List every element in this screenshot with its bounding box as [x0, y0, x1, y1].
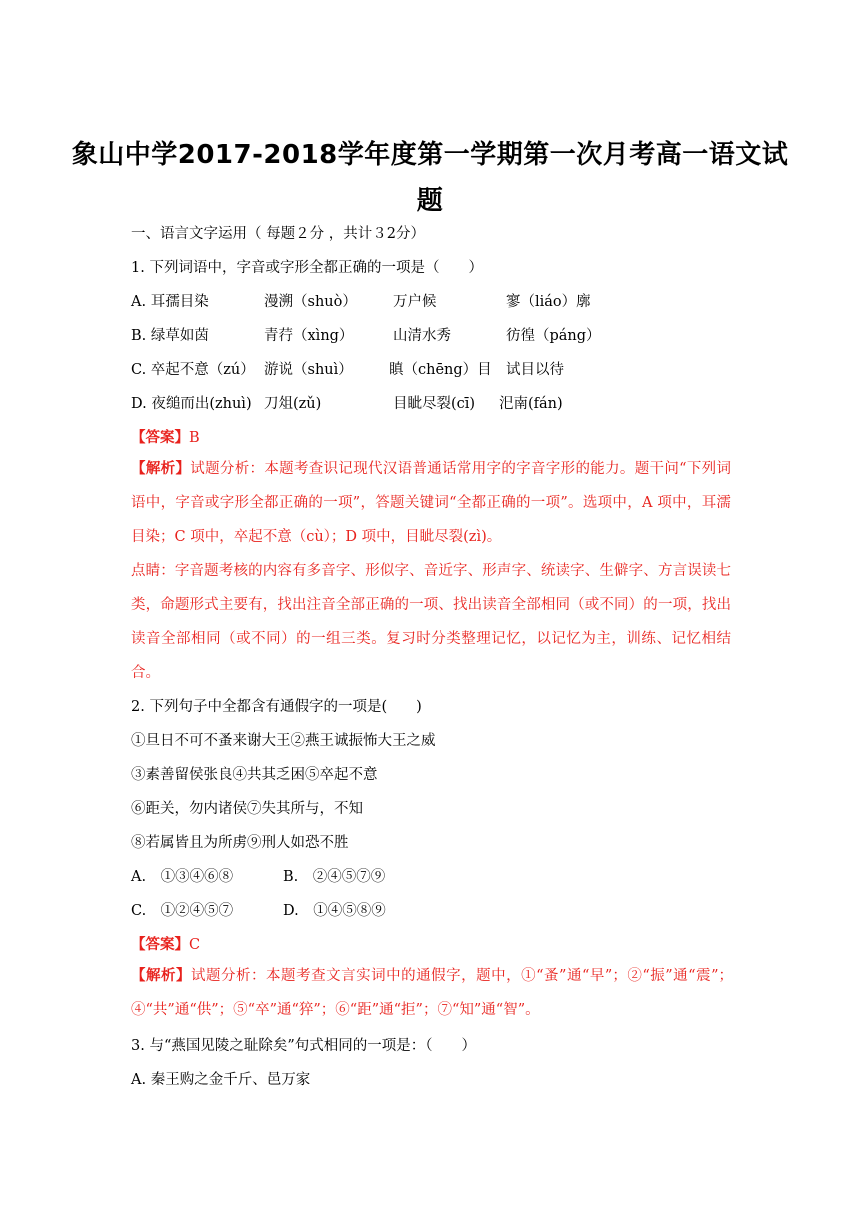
option-term: 汜南(fán) — [499, 396, 563, 412]
analysis-text: 试题分析：本题考查文言实词中的通假字，题中，①“蚤”通“早”；②“振”通“震”；④“共”通“供”；⑤“卒”通“猝”；⑥“距”通“拒”；⑦“知”通“智”。 — [131, 968, 734, 1018]
page-title: 象山中学2017-2018学年度第一学期第一次月考高一语文试 — [71, 140, 789, 170]
analysis-text: 试题分析：本题考查识记现代汉语普通话常用字的字音字形的能力。题干问“下列词语中，字音或字形全都正确的一项”，答题关键词“全都正确的一项”。选项中，A 项中，耳濡目染；C 项中，卒起不意（cù）；D 项中，目眦尽裂(zì)。 — [131, 461, 731, 545]
option-choice: C. ①②④⑤⑦ — [131, 903, 234, 919]
question-2-sentence-line: ③素善留侯张良④共其乏困⑤卒起不意 — [131, 767, 378, 783]
option-term: A. 耳孺目染 — [131, 294, 209, 310]
question-1-stem: 1. 下列词语中，字音或字形全都正确的一项是（ ） — [131, 260, 483, 276]
option-term: 刀俎(zǔ) — [264, 396, 322, 412]
option-term: 目眦尽裂(cī) — [393, 396, 476, 412]
question-3-stem: 3. 与“燕国见陵之耻除矣”句式相同的一项是：（ ） — [131, 1038, 477, 1054]
option-choice: A. ①③④⑥⑧ — [131, 869, 234, 885]
question-2-analysis — [131, 959, 733, 1027]
question-2-stem: 2. 下列句子中全都含有通假字的一项是( ) — [131, 699, 422, 715]
question-2-answer — [131, 935, 200, 955]
option-term: 游说（shuì） — [264, 362, 353, 378]
option-term: 寥（liáo）廓 — [506, 294, 591, 310]
answer-label: 【答案】 — [131, 936, 189, 953]
answer-value: B — [189, 430, 200, 446]
analysis-label: 【解析】 — [131, 460, 191, 477]
option-term: C. 卒起不意（zú） — [131, 362, 255, 378]
question-2-sentence-line: ⑧若属皆且为所虏⑨刑人如恐不胜 — [131, 835, 349, 851]
question-1-analysis — [131, 452, 731, 554]
option-term: 瞋（chēng）目 — [389, 362, 492, 378]
option-choice: B. ②④⑤⑦⑨ — [283, 869, 386, 885]
answer-value: C — [189, 937, 201, 953]
option-term: 试目以待 — [506, 362, 564, 378]
page-title-continued: 题 — [416, 186, 444, 216]
option-term: 彷徨（páng） — [506, 328, 601, 344]
question-2-sentence-line: ①旦日不可不蚤来谢大王②燕王诚振怖大王之威 — [131, 733, 436, 749]
question-2-sentence-line: ⑥距关，勿内诸侯⑦失其所与，不知 — [131, 801, 363, 817]
option-term: B. 绿草如茵 — [131, 328, 209, 344]
option-term: 青荇（xìng） — [264, 328, 354, 344]
option-term: 万户候 — [393, 294, 437, 310]
question-1-tip: 点睛：字音题考核的内容有多音字、形似字、音近字、形声字、统读字、生僻字、方言误读七类，命题形式主要有，找出注音全部正确的一项、找出读音全部相同（或不同）的一项，找出读音全部相同（或不同）的一组三类。复习时分类整理记忆，以记忆为主，训练、记忆相结合。 — [131, 563, 731, 681]
question-3-option-a: A. 秦王购之金千斤、邑万家 — [131, 1072, 311, 1088]
option-term: D. 夜缒而出(zhuì) — [131, 396, 252, 412]
option-choice: D. ①④⑤⑧⑨ — [283, 903, 386, 919]
section-heading: 一、语言文字运用（ 每题２分 ，共计３2分） — [131, 226, 425, 242]
answer-label: 【答案】 — [131, 429, 189, 446]
option-term: 山清水秀 — [393, 328, 451, 344]
analysis-label: 【解析】 — [131, 967, 192, 984]
option-term: 漫溯（shuò） — [264, 294, 357, 310]
question-1-answer — [131, 428, 200, 448]
